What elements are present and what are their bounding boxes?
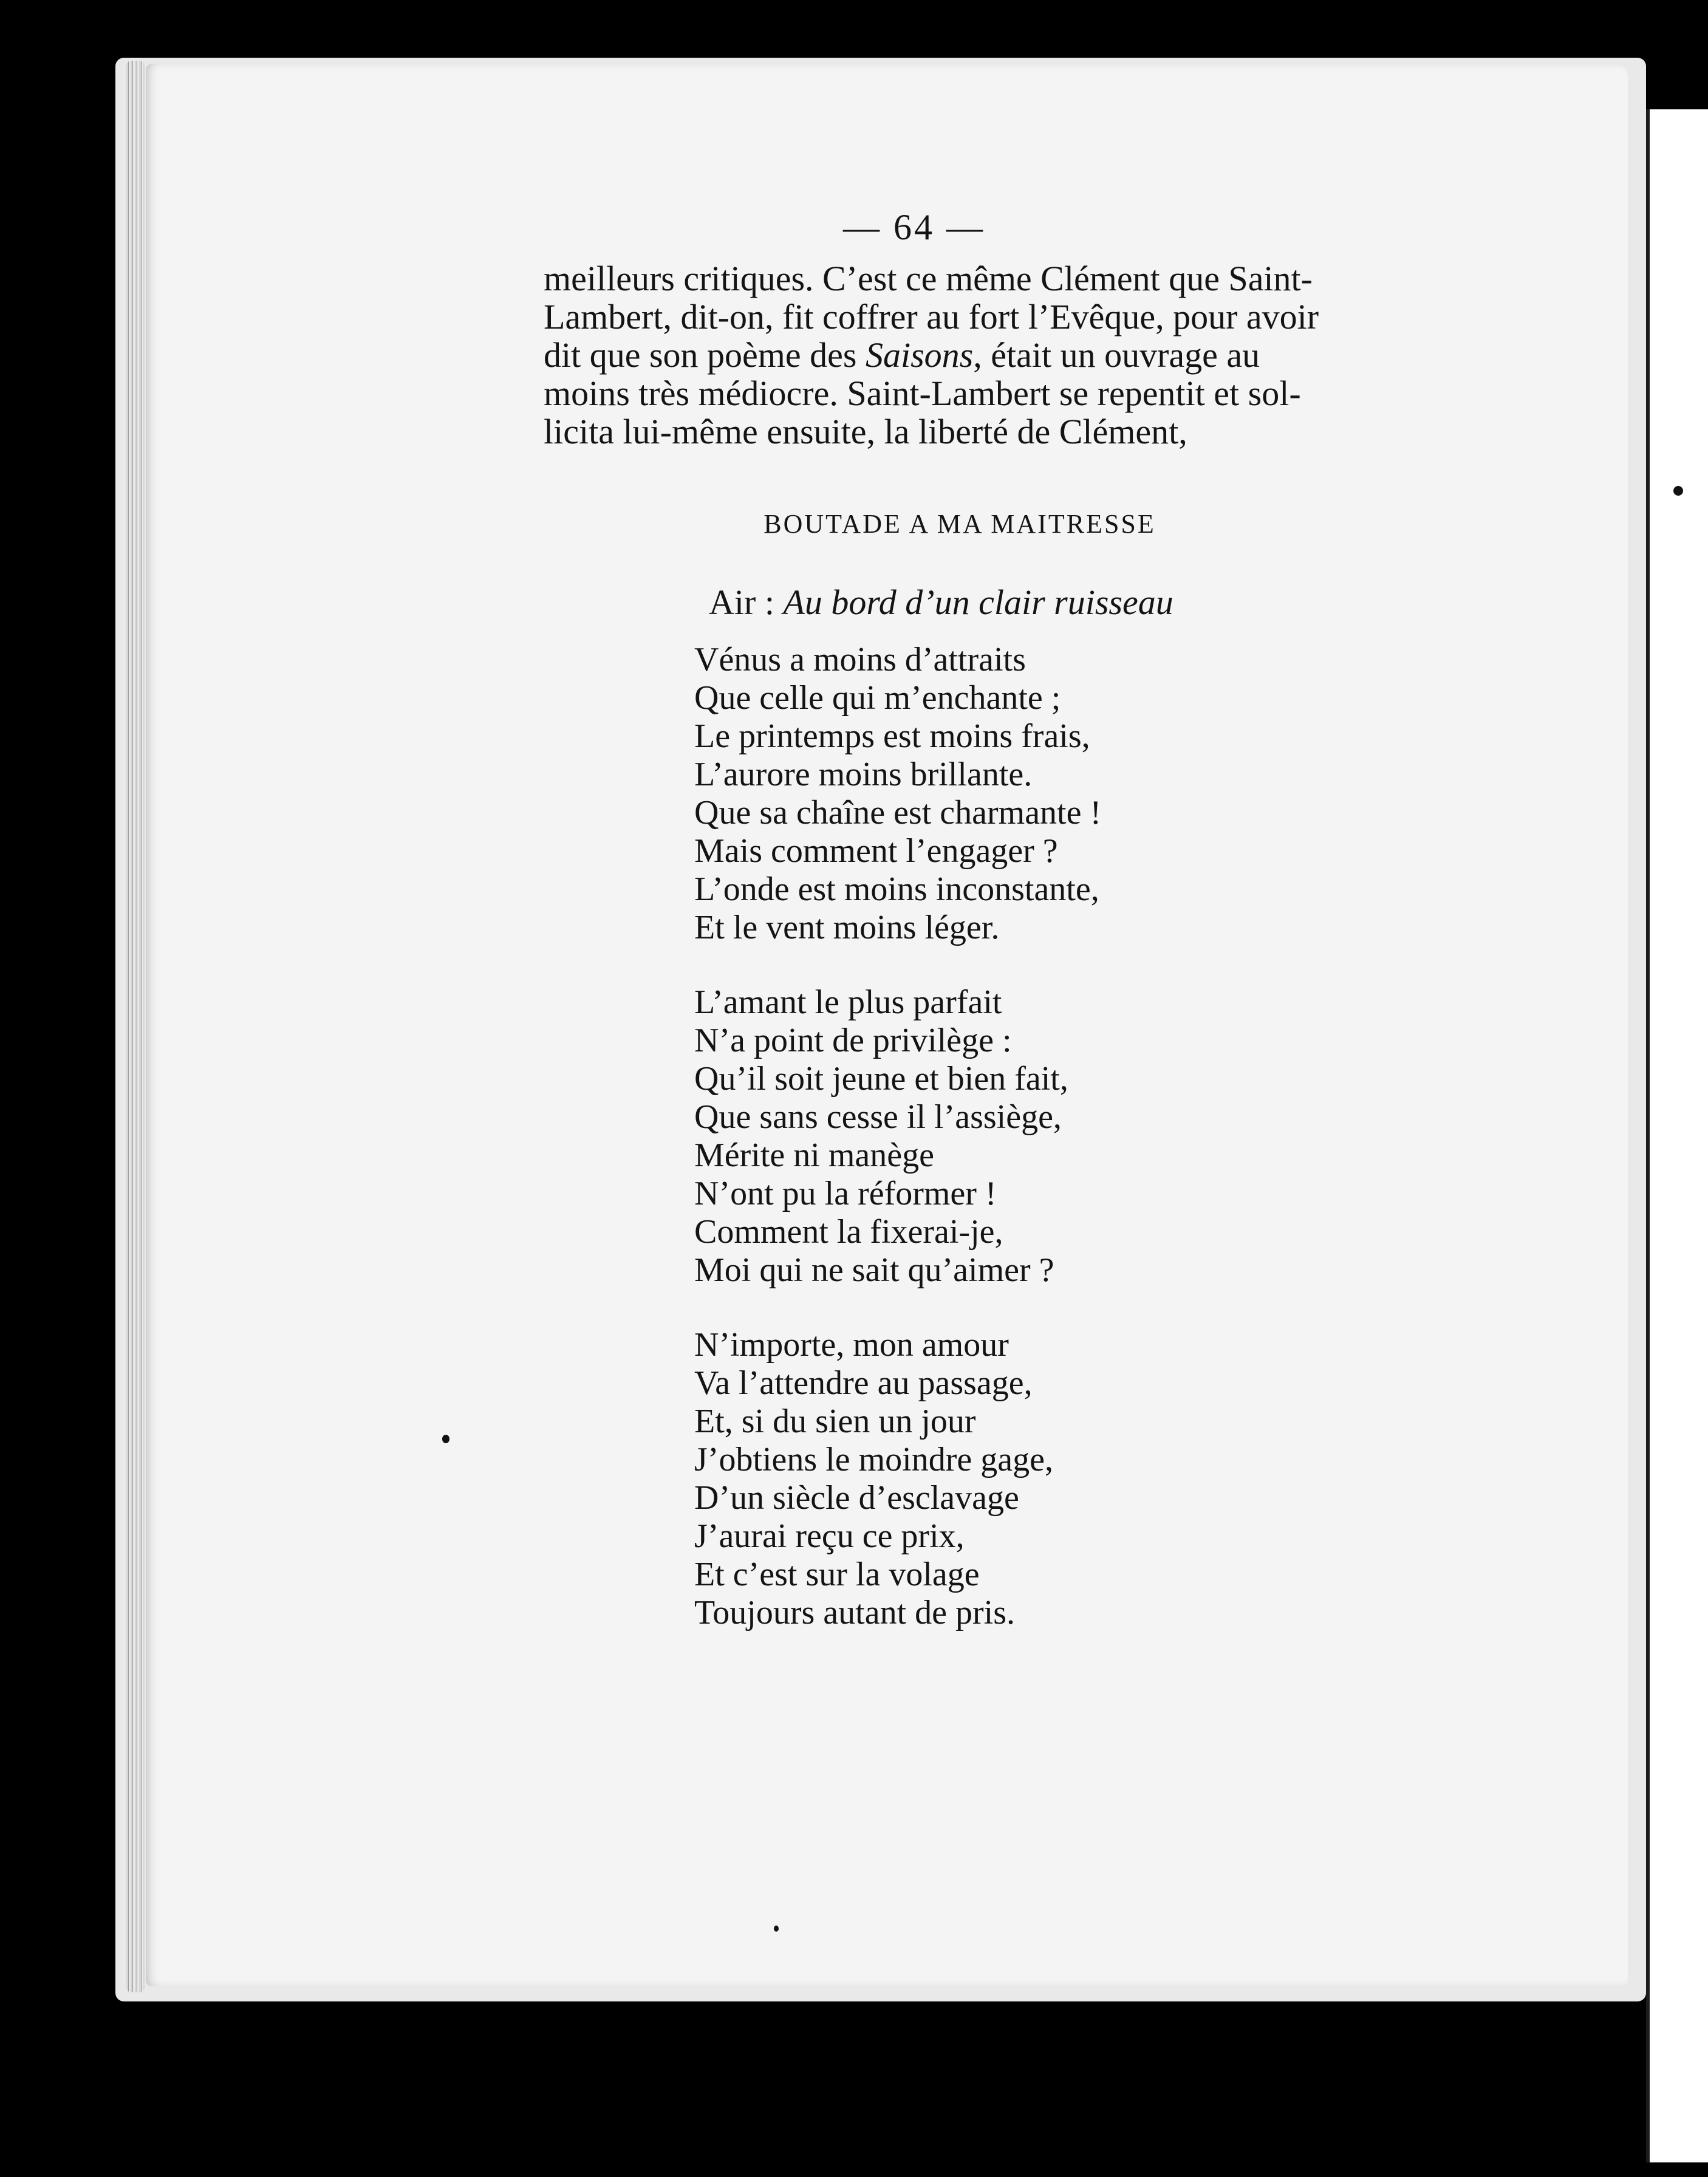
verse-line: Et c’est sur la volage	[694, 1556, 980, 1593]
verse-line: Comment la fixerai-je,	[694, 1213, 1003, 1251]
verse-line: Va l’attendre au passage,	[694, 1364, 1033, 1402]
ink-speck	[442, 1435, 449, 1443]
verse-line: N’importe, mon amour	[694, 1326, 1009, 1364]
prose-line: moins très médiocre. Saint-Lambert se repentit et sol-	[544, 374, 1301, 413]
work-title: Saisons	[865, 335, 974, 375]
verse-line: Que sans cesse il l’assiège,	[694, 1098, 1062, 1136]
verse-line: Que sa chaîne est charmante !	[694, 794, 1102, 832]
verse-line: Le printemps est moins frais,	[694, 717, 1090, 755]
verse-line: L’onde est moins inconstante,	[694, 870, 1099, 908]
prose-paragraph	[544, 259, 1424, 451]
verse-line: L’aurore moins brillante.	[694, 756, 1033, 793]
verse-line: Et le vent moins léger.	[694, 909, 1000, 946]
verse-line: N’ont pu la réformer !	[694, 1175, 997, 1212]
prose-line: Lambert, dit-on, fit coffrer au fort l’Evêque, pour avoir	[544, 297, 1319, 337]
prose-text: dit que son poème des	[544, 335, 866, 375]
air-tune: Au bord d’un clair ruisseau	[783, 583, 1173, 622]
verse-line: Qu’il soit jeune et bien fait,	[694, 1060, 1068, 1098]
poem-title: BOUTADE A MA MAITRESSE	[763, 509, 1156, 539]
ink-speck	[774, 1926, 779, 1932]
verse-line: N’a point de privilège :	[694, 1022, 1012, 1059]
verse-line: L’amant le plus parfait	[694, 983, 1002, 1021]
verse-line: Et, si du sien un jour	[694, 1403, 976, 1440]
verse-line: Mais comment l’engager ?	[694, 832, 1058, 870]
stanza-1	[694, 641, 1424, 947]
air-line	[709, 582, 1424, 623]
verse-line: Toujours autant de pris.	[694, 1594, 1015, 1632]
verse-line: J’aurai reçu ce prix,	[694, 1517, 965, 1555]
verse-line: Que celle qui m’enchante ;	[694, 679, 1061, 717]
prose-line: licita lui-même ensuite, la liberté de Clément,	[544, 412, 1187, 451]
verse-line: D’un siècle d’esclavage	[694, 1479, 1019, 1517]
stanza-3	[694, 1326, 1424, 1632]
prose-line: meilleurs critiques. C’est ce même Clément que Saint-	[544, 259, 1313, 298]
verse-line: J’obtiens le moindre gage,	[694, 1441, 1053, 1478]
page-number: — 64 —	[843, 207, 985, 247]
page-edges	[126, 61, 145, 1992]
stanza-2	[694, 983, 1424, 1290]
air-label: Air :	[709, 583, 774, 622]
poem-body	[694, 641, 1424, 1632]
verse-line: Moi qui ne sait qu’aimer ?	[694, 1251, 1054, 1289]
verse-line: Vénus a moins d’attraits	[694, 641, 1026, 678]
verse-line: Mérite ni manège	[694, 1136, 934, 1174]
prose-text: , était un ouvrage au	[973, 335, 1260, 375]
ink-speck	[1673, 486, 1683, 496]
page-content	[544, 207, 1424, 1669]
prose-line	[544, 336, 1424, 374]
facing-page-edge	[1646, 109, 1708, 2162]
